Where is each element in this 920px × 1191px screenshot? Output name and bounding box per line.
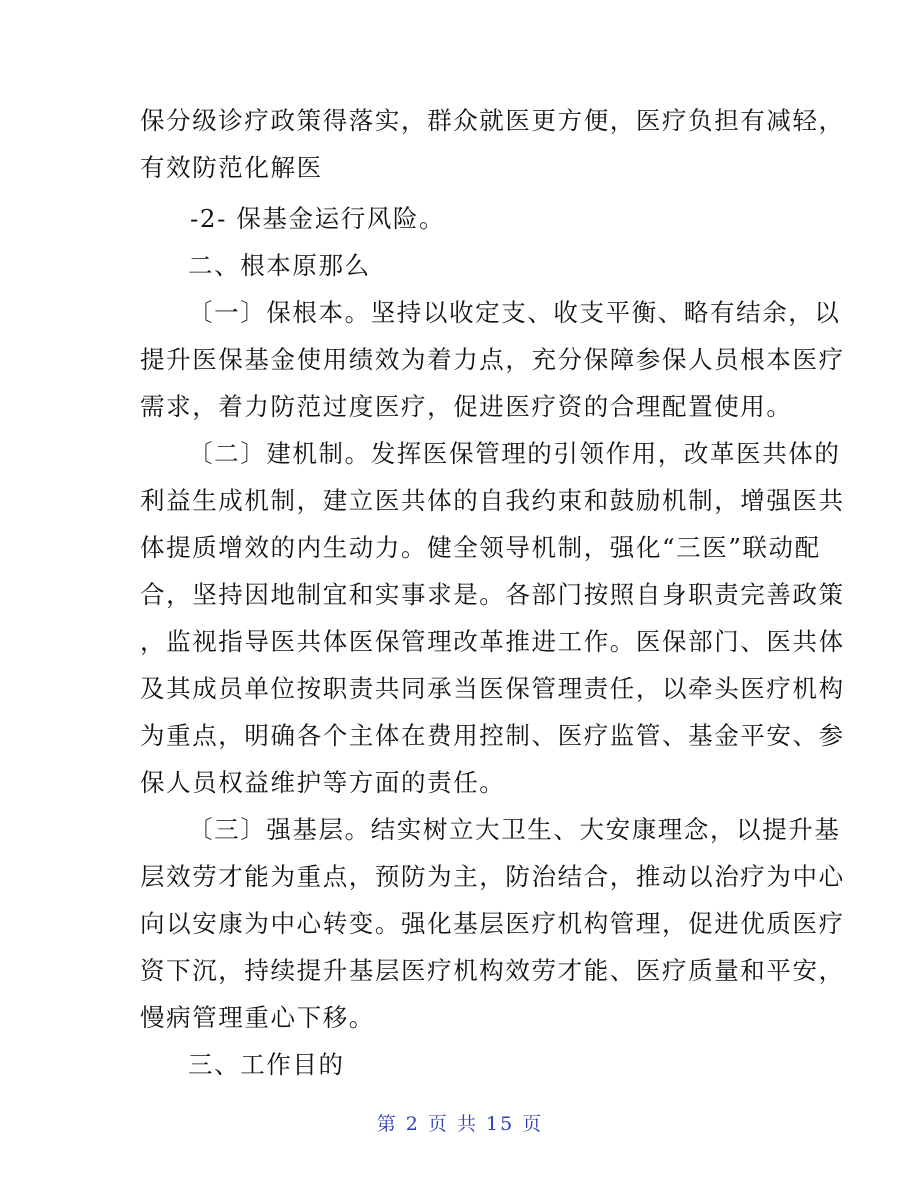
text-line: 体提质增效的内生动力。健全领导机制，强化“三医”联动配 [140, 533, 821, 562]
section-heading: 三、工作目的 [188, 1050, 345, 1079]
text-line: 向以安康为中心转变。强化基层医疗机构管理，促进优质医疗 [140, 909, 845, 938]
text-line: 利益生成机制，建立医共体的自我约束和鼓励机制，增强医共 [140, 486, 845, 515]
text-line: 〔一〕保根本。坚持以收定支、收支平衡、略有结余，以 [188, 298, 841, 327]
text-line: 为重点，明确各个主体在费用控制、医疗监管、基金平安、参 [140, 721, 845, 750]
text-line: 保人员权益维护等方面的责任。 [140, 768, 506, 797]
text-line: 提升医保基金使用绩效为着力点，充分保障参保人员根本医疗 [140, 345, 845, 374]
text-line: 保分级诊疗政策得落实，群众就医更方便，医疗负担有减轻， [140, 106, 845, 135]
text-line: 资下沉，持续提升基层医疗机构效劳才能、医疗质量和平安， [140, 956, 845, 985]
text-line: ，监视指导医共体医保管理改革推进工作。医保部门、医共体 [140, 627, 845, 656]
section-heading: 二、根本原那么 [188, 251, 371, 280]
text-line: 及其成员单位按职责共同承当医保管理责任，以牵头医疗机构 [140, 674, 845, 703]
text-line: 〔二〕建机制。发挥医保管理的引领作用，改革医共体的 [188, 439, 841, 468]
text-line: 合，坚持因地制宜和实事求是。各部门按照自身职责完善政策 [140, 580, 845, 609]
text-line: -2- 保基金运行风险。 [190, 204, 446, 233]
page-number-footer: 第 2 页 共 15 页 [376, 1113, 544, 1135]
text-line: 层效劳才能为重点，预防为主，防治结合，推动以治疗为中心 [140, 862, 845, 891]
text-line: 〔三〕强基层。结实树立大卫生、大安康理念，以提升基 [188, 815, 841, 844]
text-line: 慢病管理重心下移。 [140, 1003, 375, 1032]
text-line: 有效防范化解医 [140, 153, 323, 182]
text-line: 需求，着力防范过度医疗，促进医疗资的合理配置使用。 [140, 392, 793, 421]
